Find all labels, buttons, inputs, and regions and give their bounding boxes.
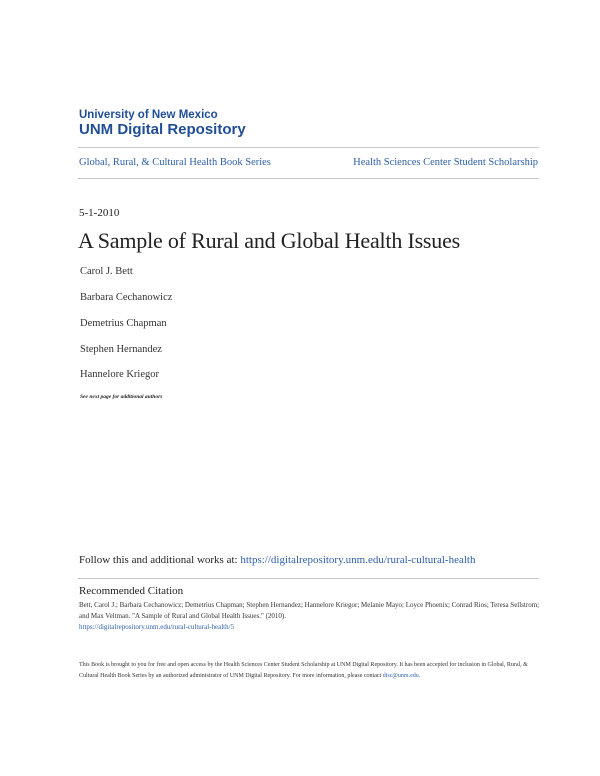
series-link-right[interactable]: Health Sciences Center Student Scholarship: [353, 157, 538, 168]
access-notice: [79, 660, 541, 682]
author-name: Stephen Hernandez: [80, 344, 162, 355]
author-name: Demetrius Chapman: [80, 318, 167, 329]
author-name: Hannelore Kriegor: [80, 369, 160, 380]
publication-date: 5-1-2010: [79, 207, 120, 219]
follow-line: [79, 554, 475, 566]
repository-link[interactable]: UNM Digital Repository: [79, 121, 246, 138]
institution-name: University of New Mexico: [79, 109, 218, 121]
notice-suffix: .: [418, 673, 421, 679]
series-link-left[interactable]: Global, Rural, & Cultural Health Book Series: [79, 157, 271, 168]
see-next-page-note: See next page for additional authors: [80, 394, 163, 400]
author-name: Barbara Cechanowicz: [80, 292, 173, 303]
contact-email-link[interactable]: disc@unm.edu: [382, 673, 419, 679]
author-name: Carol J. Bett: [80, 266, 133, 277]
header-divider-bottom: [78, 178, 539, 179]
collection-link[interactable]: https://digitalrepository.unm.edu/rural-cultural-health: [240, 554, 476, 566]
citation-block: [79, 600, 541, 633]
recommended-citation-heading: Recommended Citation: [79, 585, 184, 597]
document-title: A Sample of Rural and Global Health Issues: [78, 228, 461, 253]
citation-link[interactable]: https://digitalrepository.unm.edu/rural-cultural-health/5: [79, 623, 235, 631]
citation-text: Bett, Carol J.; Barbara Cechanowicz; Demetrius Chapman; Stephen Hernandez; Hannelore Kriegor; Melanie Mayo; Loyce Phoenix; Conrad Rios; Teresa Sellstrom; and Max Veltman. "A Sample of Rural and Global Health Issues." (2010).: [79, 601, 540, 620]
header-divider-top: [78, 147, 539, 148]
notice-text: This Book is brought to you for free and open access by the Health Sciences Center Student Scholarship at UNM Digital Repository. It has been accepted for inclusion in Global, Rural, & Cultural Health Book Series by an authorized administrator of UNM Digital Repository. For more information, please contact: [79, 662, 528, 679]
citation-divider: [78, 578, 539, 579]
follow-prefix: Follow this and additional works at:: [79, 554, 241, 566]
